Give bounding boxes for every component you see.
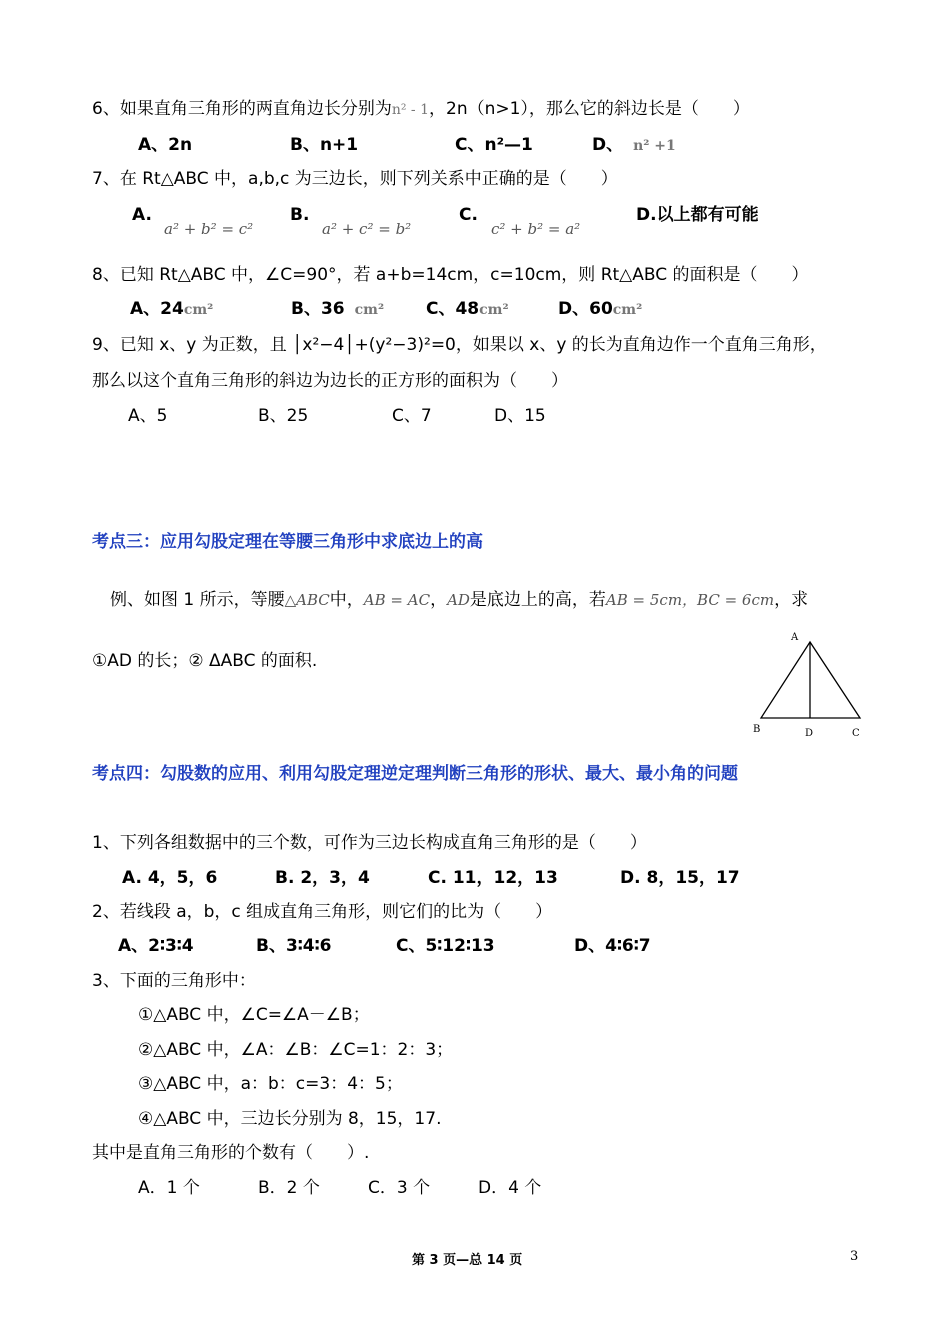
section3-eq2: AB = 5cm，BC = 6cm xyxy=(605,591,775,609)
q6-option-a: A、2n xyxy=(138,135,193,155)
section4-heading: 考点四：勾股数的应用、利用勾股定理逆定理判断三角形的形状、最大、最小角的问题 xyxy=(92,764,738,784)
section3-ad: AD xyxy=(447,591,470,609)
q8-option-a-label: A、24 xyxy=(130,299,184,319)
q6-option-c: C、n²—1 xyxy=(455,135,533,155)
q9-option-d: D、15 xyxy=(494,406,546,426)
q6-text-b: ，2n（n>1），那么它的斜边长是（ ） xyxy=(429,99,750,119)
section4-q1-option-a: A. 4，5，6 xyxy=(122,868,218,888)
triangle-figure xyxy=(748,626,878,746)
section3-eq1: AB = AC xyxy=(363,591,431,609)
vertex-label-b: B xyxy=(753,724,761,735)
section4-q1-option-b: B. 2，3，4 xyxy=(275,868,370,888)
section4-q3-item-4: ④△ABC 中，三边长分别为 8，15，17. xyxy=(138,1109,442,1129)
section4-q3-question: 其中是直角三角形的个数有（ ）. xyxy=(92,1143,370,1163)
q9-option-a: A、5 xyxy=(128,406,168,426)
section4-q1-stem: 1、下列各组数据中的三个数，可作为三边长构成直角三角形的是（ ） xyxy=(92,833,647,853)
section3-example-a: 例、如图 1 所示，等腰 xyxy=(110,590,285,610)
q8-option-b-unit: cm² xyxy=(354,302,385,318)
section4-q2-option-a: A、2∶3∶4 xyxy=(118,936,194,956)
q7-option-d-label: D.以上都有可能 xyxy=(636,205,759,225)
q9-option-c: C、7 xyxy=(392,406,432,426)
q6-expr1: n² - 1 xyxy=(391,102,429,118)
section4-q3-item-2: ②△ABC 中，∠A：∠B：∠C=1：2：3； xyxy=(138,1040,454,1060)
section3-heading: 考点三：应用勾股定理在等腰三角形中求底边上的高 xyxy=(92,532,483,552)
q6-text-a: 6、如果直角三角形的两直角边长分别为 xyxy=(92,99,392,119)
section3-example-d: 是底边上的高，若 xyxy=(469,590,606,610)
section4-q2-stem: 2、若线段 a，b，c 组成直角三角形，则它们的比为（ ） xyxy=(92,902,553,922)
vertex-label-d: D xyxy=(805,728,814,739)
section4-q2-option-d: D、4∶6∶7 xyxy=(574,936,651,956)
q6-option-d-expr: n² +1 xyxy=(633,138,676,154)
section3-example-b: 中， xyxy=(329,590,364,610)
q7-stem: 7、在 Rt△ABC 中，a,b,c 为三边长，则下列关系中正确的是（ ） xyxy=(92,169,618,189)
q9-option-b: B、25 xyxy=(258,406,309,426)
q6-option-d xyxy=(592,134,676,157)
section4-q3-item-3: ③△ABC 中，a：b：c=3：4：5； xyxy=(138,1074,403,1094)
section4-q3-option-a: A．1 个 xyxy=(138,1178,200,1198)
q8-stem: 8、已知 Rt△ABC 中，∠C=90°，若 a+b=14cm，c=10cm，则 Rt△ABC 的面积是（ ） xyxy=(92,265,809,285)
q8-option-d-unit: cm² xyxy=(612,302,643,318)
q6-option-b: B、n+1 xyxy=(290,135,359,155)
section4-q3-option-b: B．2 个 xyxy=(258,1178,320,1198)
vertex-label-c: C xyxy=(852,728,860,739)
q8-option-b xyxy=(291,298,384,321)
q7-option-b-expr: a² + c² = b² xyxy=(322,220,412,238)
section4-q3-option-c: C．3 个 xyxy=(368,1178,431,1198)
section4-q3-option-d: D．4 个 xyxy=(478,1178,542,1198)
q7-option-b-label: B. xyxy=(290,205,310,225)
q7-option-a-label: A. xyxy=(132,205,152,225)
section3-tri-expr: △ABC xyxy=(284,591,330,609)
page-number: 3 xyxy=(850,1249,859,1264)
vertex-label-a: A xyxy=(791,632,799,643)
section4-q3-item-1: ①△ABC 中，∠C=∠A－∠B； xyxy=(138,1005,370,1025)
q7-option-a-expr: a² + b² = c² xyxy=(164,220,254,238)
section3-line2: ①AD 的长；② ΔABC 的面积. xyxy=(92,651,318,671)
q7-option-c-expr: c² + b² = a² xyxy=(491,220,581,238)
q6-stem xyxy=(92,98,750,121)
page-footer: 第 3 页—总 14 页 xyxy=(412,1253,523,1268)
section3-example xyxy=(110,589,808,611)
q9-line2: 那么以这个直角三角形的斜边为边长的正方形的面积为（ ） xyxy=(92,371,568,391)
q8-option-b-label: B、36 xyxy=(291,299,345,319)
q7-option-c-label: C. xyxy=(459,205,478,225)
section4-q1-option-c: C. 11，12，13 xyxy=(428,868,558,888)
q8-option-c-unit: cm² xyxy=(479,302,509,318)
q8-option-d xyxy=(558,298,642,321)
section4-q1-option-d: D. 8，15，17 xyxy=(620,868,740,888)
q8-option-c xyxy=(426,298,509,321)
q6-option-d-label: D、 xyxy=(592,135,624,155)
q8-option-a-unit: cm² xyxy=(183,302,214,318)
section4-q2-option-c: C、5∶12∶13 xyxy=(396,936,495,956)
section3-example-e: ，求 xyxy=(774,590,809,610)
section3-example-c: ， xyxy=(430,590,448,610)
q8-option-c-label: C、48 xyxy=(426,299,480,319)
q8-option-a xyxy=(130,298,213,321)
section4-q3-stem: 3、下面的三角形中： xyxy=(92,971,256,991)
q9-line1: 9、已知 x、y 为正数，且 │x²−4│+(y²−3)²=0，如果以 x、y 的长为直角边作一个直角三角形， xyxy=(92,335,827,355)
section4-q2-option-b: B、3∶4∶6 xyxy=(256,936,332,956)
q8-option-d-label: D、60 xyxy=(558,299,613,319)
